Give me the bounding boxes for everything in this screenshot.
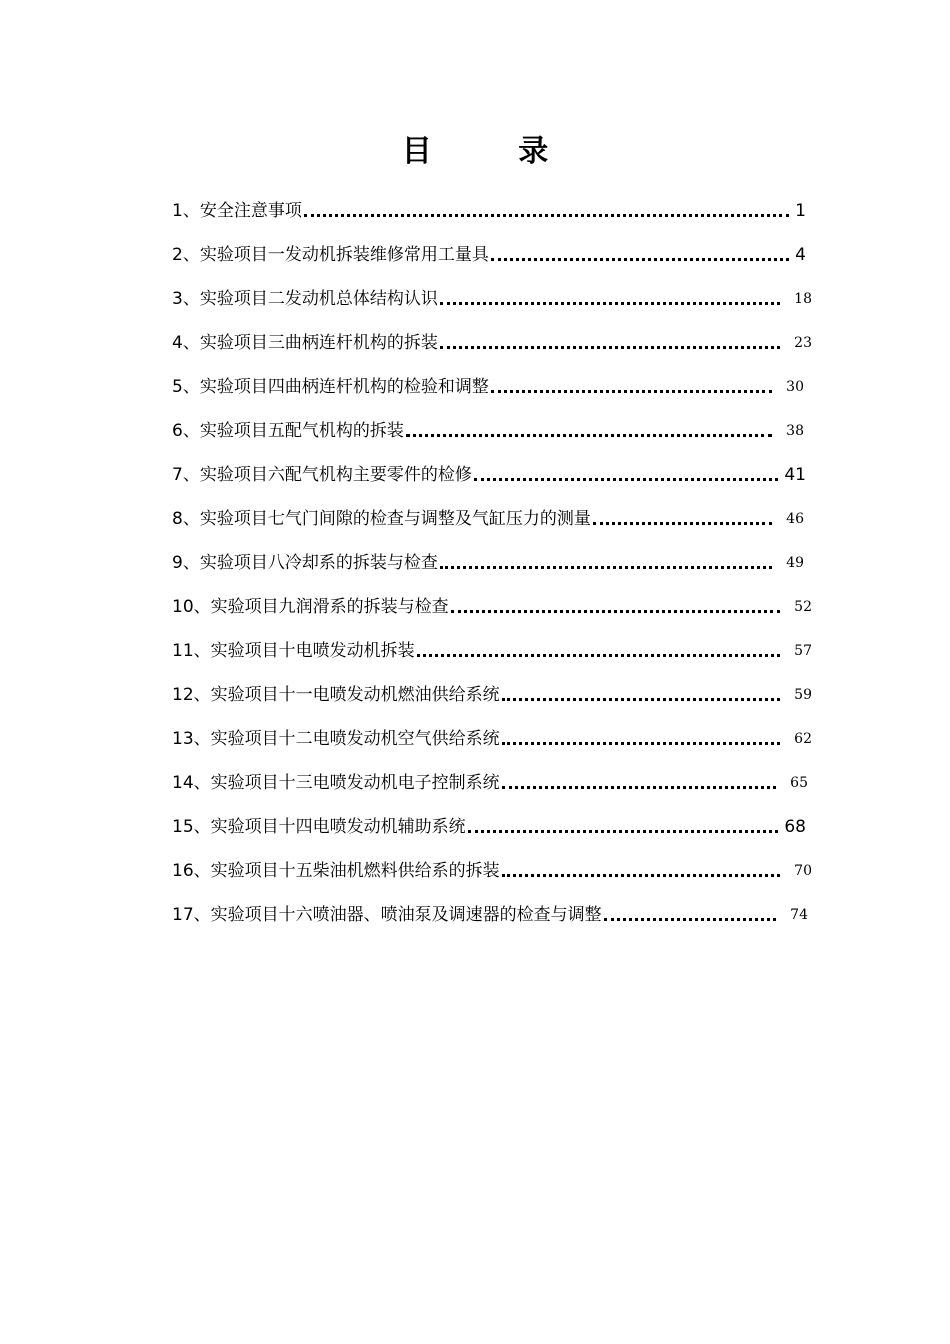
toc-entry-label: 17、实验项目十六喷油器、喷油泵及调速器的检查与调整 <box>172 905 602 925</box>
toc-entry-page: 4 <box>795 245 806 265</box>
toc-leader-dots <box>438 288 782 310</box>
toc-leader-dots <box>415 640 783 662</box>
toc-entry-page: 68 <box>784 817 806 837</box>
toc-entry-page: 74 <box>790 907 808 923</box>
toc-entry-page: 18 <box>794 291 812 307</box>
toc-leader-dots <box>489 376 774 398</box>
toc-leader-dots <box>472 464 781 486</box>
toc-entry-label: 6、实验项目五配气机构的拆装 <box>172 421 404 441</box>
toc-entry-label: 8、实验项目七气门间隙的检查与调整及气缸压力的测量 <box>172 509 591 529</box>
toc-entry-label: 7、实验项目六配气机构主要零件的检修 <box>172 465 472 485</box>
toc-leader-dots <box>500 860 783 882</box>
toc-leader-dots <box>438 552 774 574</box>
toc-leader-dots <box>500 772 779 794</box>
toc-entry-page: 1 <box>795 201 806 221</box>
toc-entry-label: 16、实验项目十五柴油机燃料供给系的拆装 <box>172 861 500 881</box>
toc-entry[interactable] <box>172 372 804 398</box>
toc-entry[interactable] <box>172 856 812 882</box>
toc-entry-page: 49 <box>786 555 804 571</box>
toc-entry[interactable] <box>172 636 812 662</box>
toc-leader-dots <box>438 332 782 354</box>
toc-leader-dots <box>602 904 779 926</box>
toc-entry-label: 2、实验项目一发动机拆装维修常用工量具 <box>172 245 489 265</box>
toc-entry[interactable] <box>172 812 806 838</box>
toc-leader-dots <box>466 816 781 838</box>
toc-entry[interactable] <box>172 680 812 706</box>
page-title: 目 录 <box>401 134 587 169</box>
toc-leader-dots <box>591 508 774 530</box>
toc-entry[interactable] <box>172 284 812 310</box>
toc-entry[interactable] <box>172 724 812 750</box>
toc-leader-dots <box>449 596 783 618</box>
toc-entry-page: 62 <box>794 731 812 747</box>
toc-entry[interactable] <box>172 592 812 618</box>
toc-entry-page: 52 <box>794 599 812 615</box>
toc-entry[interactable] <box>172 900 808 926</box>
toc-entry-page: 70 <box>794 863 812 879</box>
toc-entry-page: 30 <box>786 379 804 395</box>
toc-entry-page: 57 <box>794 643 812 659</box>
toc-entry[interactable] <box>172 460 806 486</box>
toc-entry-page: 59 <box>794 687 812 703</box>
toc-entry-label: 4、实验项目三曲柄连杆机构的拆装 <box>172 333 438 353</box>
toc-entry-label: 10、实验项目九润滑系的拆装与检查 <box>172 597 449 617</box>
toc-entry[interactable] <box>172 504 804 530</box>
toc-entry-label: 3、实验项目二发动机总体结构认识 <box>172 289 438 309</box>
toc-entry-label: 1、安全注意事项 <box>172 201 302 221</box>
toc-entry[interactable] <box>172 548 804 574</box>
toc-entry[interactable] <box>172 416 804 442</box>
toc-entry[interactable] <box>172 328 812 354</box>
toc-entry-label: 5、实验项目四曲柄连杆机构的检验和调整 <box>172 377 489 397</box>
toc-entry-label: 9、实验项目八冷却系的拆装与检查 <box>172 553 438 573</box>
toc-leader-dots <box>500 728 783 750</box>
toc-leader-dots <box>404 420 774 442</box>
toc-entry-label: 12、实验项目十一电喷发动机燃油供给系统 <box>172 685 500 705</box>
toc-entry-page: 38 <box>786 423 804 439</box>
toc-entry-label: 13、实验项目十二电喷发动机空气供给系统 <box>172 729 500 749</box>
toc-entry-label: 15、实验项目十四电喷发动机辅助系统 <box>172 817 466 837</box>
toc-entry[interactable] <box>172 196 806 222</box>
toc-leader-dots <box>302 200 791 222</box>
toc-leader-dots <box>489 244 791 266</box>
toc-entry-label: 11、实验项目十电喷发动机拆装 <box>172 641 415 661</box>
toc-entry[interactable] <box>172 240 806 266</box>
toc-entry-label: 14、实验项目十三电喷发动机电子控制系统 <box>172 773 500 793</box>
toc-entry-page: 41 <box>784 465 806 485</box>
toc-entry-page: 65 <box>790 775 808 791</box>
toc-entry-page: 23 <box>794 335 812 351</box>
toc-entry-page: 46 <box>786 511 804 527</box>
toc-leader-dots <box>500 684 783 706</box>
toc-entry[interactable] <box>172 768 808 794</box>
